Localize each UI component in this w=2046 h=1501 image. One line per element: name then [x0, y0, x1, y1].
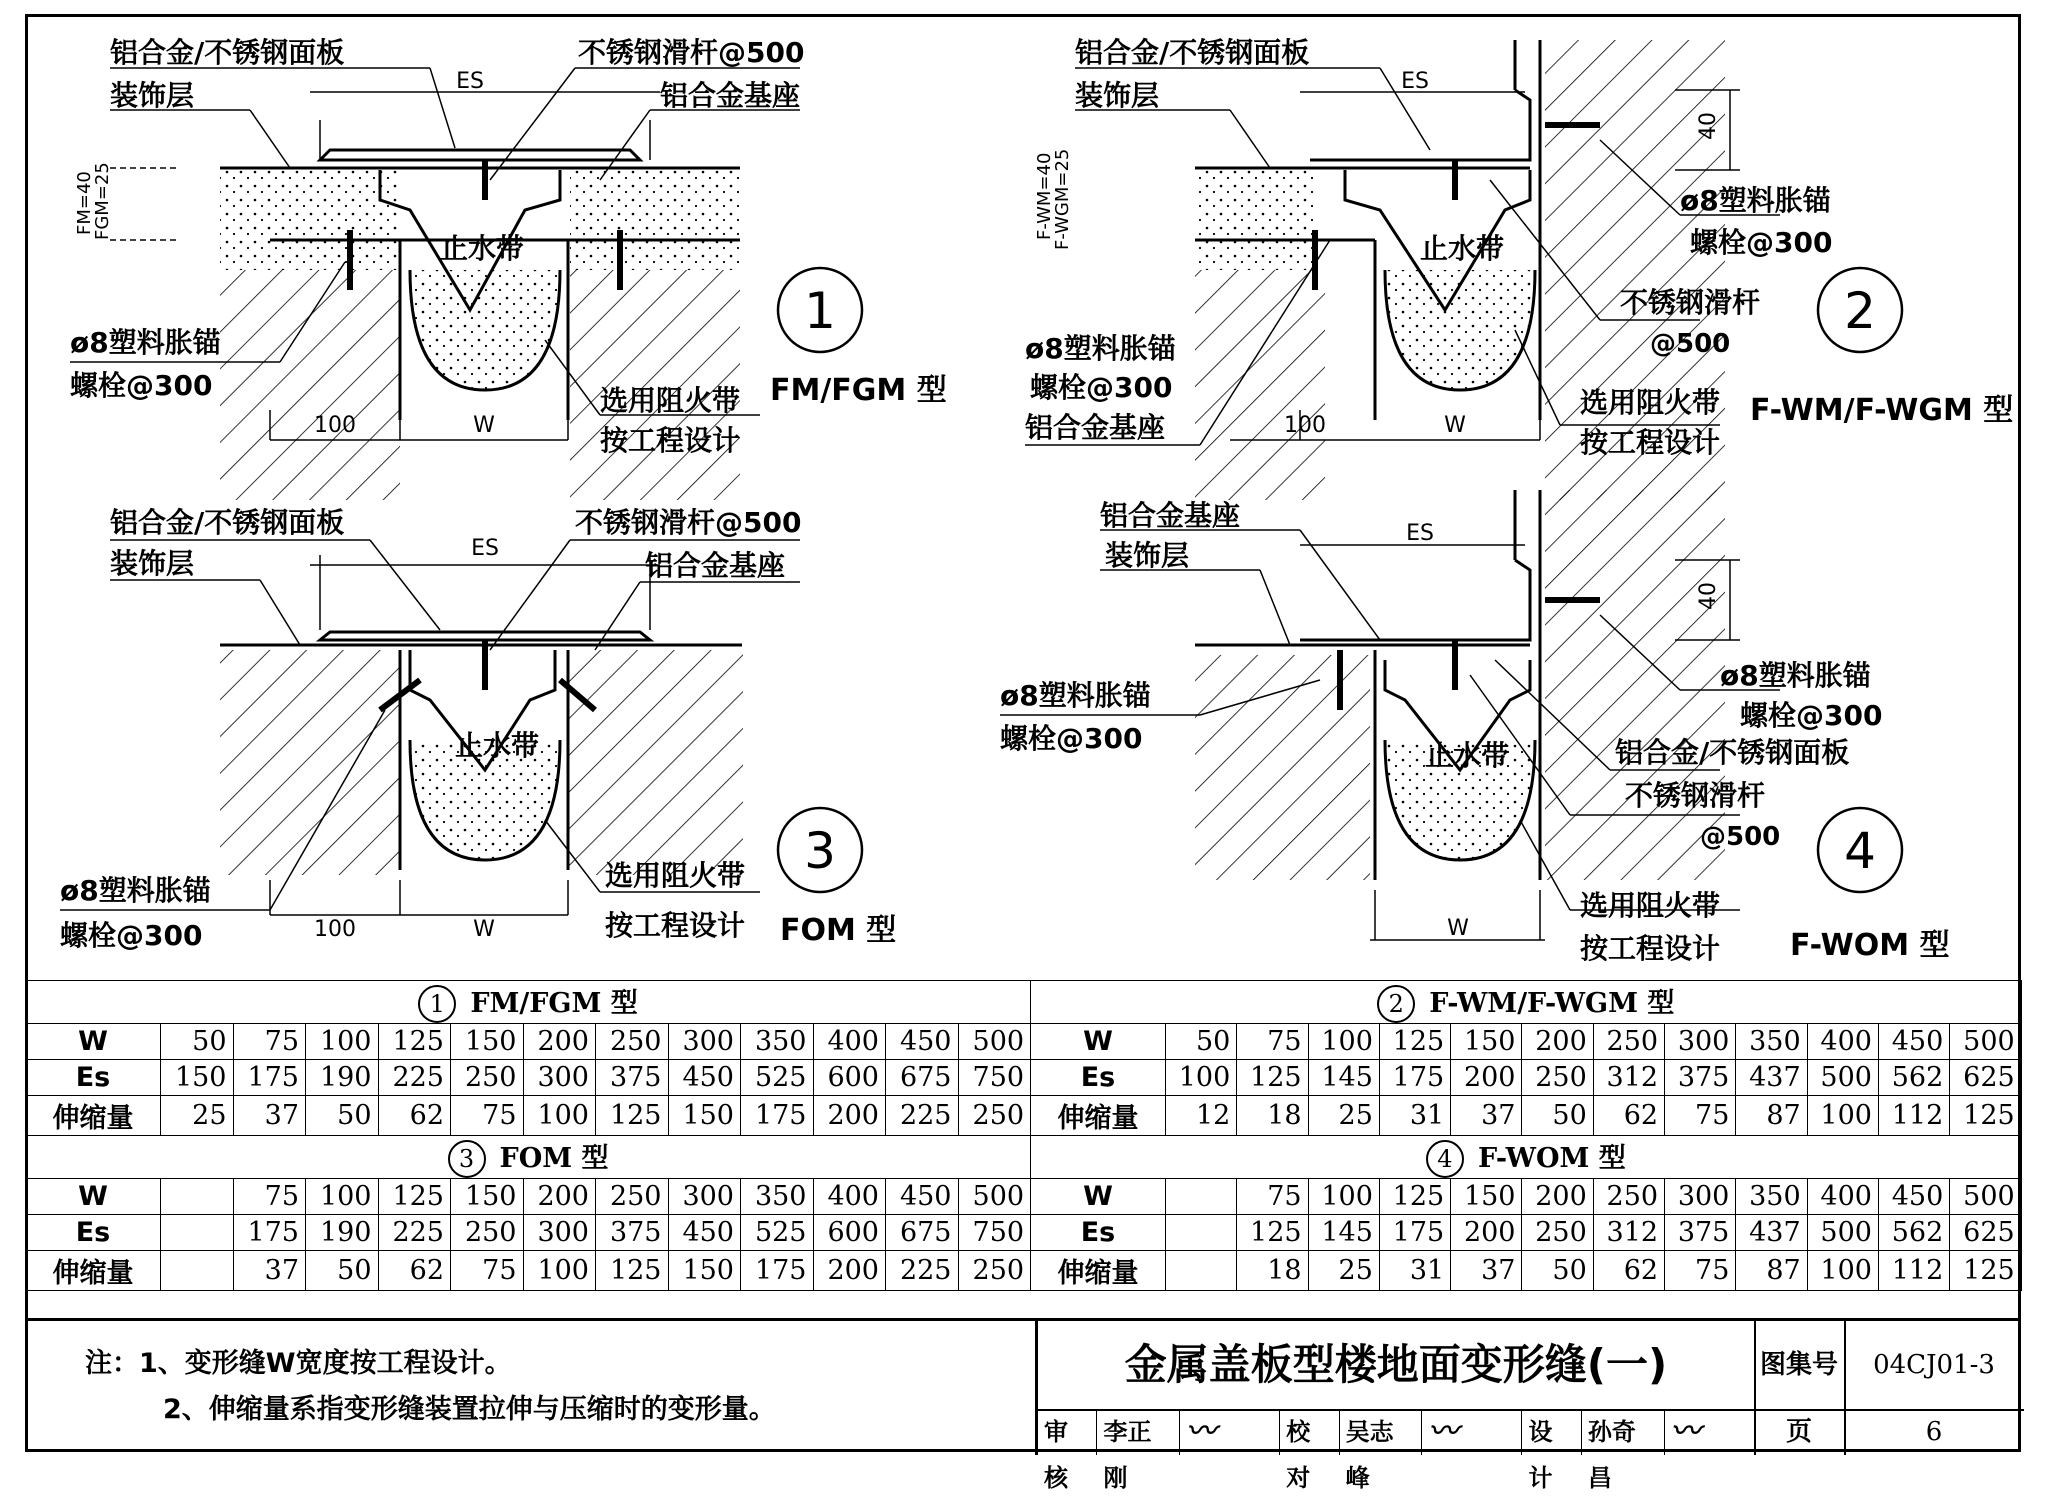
- d2-anchor-l-label: ø8塑料胀锚: [1025, 332, 1176, 365]
- detail-4: [1000, 490, 1950, 965]
- d2-anchor-r-label: ø8塑料胀锚: [1680, 184, 1831, 217]
- table-cell: 250: [596, 1179, 669, 1215]
- checker-signature: 〰: [1422, 1409, 1522, 1455]
- table-cell: 37: [1451, 1096, 1522, 1136]
- table-cell: 750: [958, 1060, 1031, 1096]
- table-cell: 175: [233, 1060, 306, 1096]
- d4-bolt-r-label: 螺栓@300: [1740, 699, 1883, 732]
- detail-2: [1025, 36, 2013, 500]
- d4-finish-label: 装饰层: [1105, 539, 1190, 572]
- table-cell: 125: [596, 1251, 669, 1291]
- d2-dim-40: 40: [1696, 112, 1721, 140]
- detail-3-type: FOM 型: [780, 913, 897, 948]
- atlas-number-label: 图集号: [1754, 1321, 1846, 1411]
- table-cell: 175: [1379, 1215, 1450, 1251]
- note-1: 注：1、变形缝W宽度按工程设计。: [85, 1348, 512, 1379]
- table-cell: 200: [1522, 1024, 1593, 1060]
- table-cell: 100: [523, 1096, 596, 1136]
- table-cell: 25: [161, 1096, 234, 1136]
- table-cell: 100: [1807, 1096, 1878, 1136]
- table-cell: 37: [1451, 1251, 1522, 1291]
- table-3-exp-row: [26, 1251, 1031, 1291]
- d1-bolt-label: 螺栓@300: [70, 369, 213, 402]
- table-cell: 562: [1878, 1215, 1949, 1251]
- detail-2-number: 2: [1844, 282, 1876, 340]
- d2-bolt-l-label: 螺栓@300: [1030, 371, 1173, 404]
- table-cell: 350: [1736, 1179, 1807, 1215]
- table-cell: 250: [451, 1215, 524, 1251]
- table-cell: 175: [233, 1215, 306, 1251]
- table-cell: 125: [1950, 1096, 2021, 1136]
- table-cell: 125: [596, 1096, 669, 1136]
- table-cell: 625: [1950, 1215, 2021, 1251]
- table-cell: 300: [668, 1024, 741, 1060]
- table-cell: 87: [1736, 1251, 1807, 1291]
- reviewer-name: 李正刚: [1097, 1409, 1180, 1455]
- atlas-number: 04CJ01-3: [1844, 1321, 2024, 1411]
- d1-fire-label: 选用阻火带: [600, 384, 741, 417]
- spec-table-right: [1030, 980, 2022, 1291]
- d1-dim-100: 100: [314, 413, 356, 438]
- table-cell: 200: [1522, 1179, 1593, 1215]
- d2-rod-spacing: @500: [1650, 329, 1731, 359]
- detail-3: [60, 506, 896, 952]
- d3-panel-label: 铝合金/不锈钢面板: [110, 506, 345, 539]
- table-1-caption: 1 FM/FGM 型: [26, 981, 1031, 1024]
- table-cell: 87: [1736, 1096, 1807, 1136]
- table-cell: 150: [1451, 1179, 1522, 1215]
- table-cell: 100: [523, 1251, 596, 1291]
- detail-1: [70, 36, 947, 500]
- d4-rod-label: 不锈钢滑杆: [1625, 779, 1766, 812]
- table-cell: 75: [1237, 1024, 1308, 1060]
- table-cell: 37: [233, 1096, 306, 1136]
- d2-finish-label: 装饰层: [1075, 79, 1160, 112]
- table-cell: 250: [958, 1096, 1031, 1136]
- table-cell: 250: [958, 1251, 1031, 1291]
- d1-waterstop-label: 止水带: [440, 232, 525, 265]
- d4-panel-label: 铝合金/不锈钢面板: [1615, 736, 1850, 769]
- table-cell: 75: [233, 1179, 306, 1215]
- detail-4-number: 4: [1844, 822, 1876, 880]
- table-cell: 750: [958, 1215, 1031, 1251]
- table-cell: 145: [1308, 1060, 1379, 1096]
- table-cell: 100: [306, 1179, 379, 1215]
- table-cell: 400: [813, 1024, 886, 1060]
- checker-name: 吴志峰: [1340, 1409, 1423, 1455]
- table-cell: 400: [1807, 1024, 1878, 1060]
- detail-1-type: FM/FGM 型: [770, 373, 947, 408]
- table-cell: 150: [451, 1024, 524, 1060]
- footer: [25, 1318, 2021, 1492]
- d2-base-label: 铝合金基座: [1025, 411, 1166, 444]
- row-header-exp: 伸缩量: [1031, 1096, 1166, 1136]
- table-cell: 50: [306, 1251, 379, 1291]
- table-cell: 525: [741, 1060, 814, 1096]
- table-cell: 62: [1593, 1096, 1664, 1136]
- d4-fire-label: 选用阻火带: [1580, 889, 1721, 922]
- d3-bolt-label: 螺栓@300: [60, 919, 203, 952]
- table-cell: [161, 1215, 234, 1251]
- d2-fire-design-label: 按工程设计: [1580, 426, 1721, 459]
- table-cell: 450: [668, 1060, 741, 1096]
- table-cell: 200: [523, 1179, 596, 1215]
- d1-anchor-label: ø8塑料胀锚: [70, 326, 221, 359]
- d4-dim-w: W: [1447, 916, 1469, 941]
- table-cell: 50: [306, 1096, 379, 1136]
- d4-anchor-r-label: ø8塑料胀锚: [1720, 659, 1871, 692]
- page-label: 页: [1754, 1409, 1846, 1455]
- table-2-caption: 2 F-WM/F-WGM 型: [1031, 981, 2022, 1024]
- table-cell: 125: [1379, 1179, 1450, 1215]
- table-cell: 25: [1308, 1251, 1379, 1291]
- d2-bolt-r-label: 螺栓@300: [1690, 226, 1833, 259]
- table-cell: 62: [378, 1251, 451, 1291]
- design-label: 设计: [1522, 1409, 1581, 1455]
- table-cell: 500: [958, 1179, 1031, 1215]
- d2-fire-label: 选用阻火带: [1580, 386, 1721, 419]
- table-cell: 200: [1451, 1060, 1522, 1096]
- table-cell: 350: [741, 1179, 814, 1215]
- d1-fgm-dim: FGM=25: [92, 162, 113, 240]
- table-cell: 625: [1950, 1060, 2021, 1096]
- table-cell: 450: [886, 1024, 959, 1060]
- note-2: 2、伸缩量系指变形缝装置拉伸与压缩时的变形量。: [163, 1394, 776, 1425]
- row-header-w: W: [1031, 1179, 1166, 1215]
- table-cell: 500: [1807, 1215, 1878, 1251]
- d1-base-label: 铝合金基座: [660, 79, 801, 112]
- table-cell: 100: [1166, 1060, 1237, 1096]
- d3-fire-label: 选用阻火带: [605, 859, 746, 892]
- table-cell: 375: [1665, 1060, 1736, 1096]
- d1-es-label: ES: [456, 69, 484, 94]
- table-cell: 600: [813, 1215, 886, 1251]
- table-cell: 50: [1166, 1024, 1237, 1060]
- d4-es-label: ES: [1406, 521, 1434, 546]
- table-cell: 100: [1807, 1251, 1878, 1291]
- table-cell: 437: [1736, 1215, 1807, 1251]
- d4-bolt-l-label: 螺栓@300: [1000, 722, 1143, 755]
- table-cell: 62: [378, 1096, 451, 1136]
- d2-dim-100: 100: [1284, 413, 1326, 438]
- table-cell: 525: [741, 1215, 814, 1251]
- table-cell: [1166, 1251, 1237, 1291]
- table-cell: 200: [813, 1251, 886, 1291]
- table-cell: 400: [1807, 1179, 1878, 1215]
- d1-panel-label: 铝合金/不锈钢面板: [110, 36, 345, 69]
- d3-anchor-label: ø8塑料胀锚: [60, 874, 211, 907]
- d4-base-label: 铝合金基座: [1100, 499, 1241, 532]
- table-cell: 250: [1522, 1215, 1593, 1251]
- table-cell: 300: [668, 1179, 741, 1215]
- table-cell: 100: [306, 1024, 379, 1060]
- table-cell: 450: [1878, 1179, 1949, 1215]
- table-cell: 75: [1237, 1179, 1308, 1215]
- table-cell: 225: [378, 1215, 451, 1251]
- d4-waterstop-label: 止水带: [1425, 739, 1510, 772]
- designer-signature: 〰: [1670, 1414, 1701, 1449]
- d1-rod-label: 不锈钢滑杆@500: [578, 36, 805, 69]
- d2-es-label: ES: [1401, 69, 1429, 94]
- table-cell: 50: [1522, 1096, 1593, 1136]
- d4-anchor-l-label: ø8塑料胀锚: [1000, 679, 1151, 712]
- d4-dim-40: 40: [1696, 582, 1721, 610]
- table-cell: 175: [1379, 1060, 1450, 1096]
- table-cell: 112: [1878, 1096, 1949, 1136]
- row-header-es: Es: [26, 1060, 161, 1096]
- signature-row: [1038, 1409, 1756, 1492]
- table-cell: 225: [378, 1060, 451, 1096]
- table-cell: 600: [813, 1060, 886, 1096]
- d4-fire-design-label: 按工程设计: [1580, 932, 1721, 965]
- d1-dim-w: W: [473, 413, 495, 438]
- table-cell: 225: [886, 1096, 959, 1136]
- table-cell: 675: [886, 1215, 959, 1251]
- d2-dim-w: W: [1444, 413, 1466, 438]
- table-cell: 300: [523, 1215, 596, 1251]
- table-cell: 312: [1593, 1060, 1664, 1096]
- table-cell: 375: [596, 1060, 669, 1096]
- table-cell: 312: [1593, 1215, 1664, 1251]
- table-cell: [1166, 1179, 1237, 1215]
- table-cell: 450: [668, 1215, 741, 1251]
- table-3-w-row: [26, 1179, 1031, 1215]
- table-cell: 75: [1665, 1251, 1736, 1291]
- row-header-w: W: [1031, 1024, 1166, 1060]
- table-cell: 75: [451, 1096, 524, 1136]
- table-1-w-row: [26, 1024, 1031, 1060]
- table-cell: 175: [741, 1096, 814, 1136]
- table-cell: 500: [1807, 1060, 1878, 1096]
- table-cell: 250: [1522, 1060, 1593, 1096]
- table-1-exp-row: [26, 1096, 1031, 1136]
- reviewer-signature: 〰: [1180, 1409, 1280, 1455]
- detail-4-type: F-WOM 型: [1790, 928, 1950, 963]
- d3-dim-100: 100: [314, 917, 356, 942]
- d1-finish-label: 装饰层: [110, 79, 195, 112]
- table-cell: 250: [596, 1024, 669, 1060]
- detail-2-type: F-WM/F-WGM 型: [1750, 393, 2014, 428]
- table-cell: 125: [1237, 1060, 1308, 1096]
- table-cell: 190: [306, 1060, 379, 1096]
- table-cell: 75: [1665, 1096, 1736, 1136]
- spec-table-left: [25, 980, 1031, 1291]
- d3-dim-w: W: [473, 917, 495, 942]
- table-cell: 25: [1308, 1096, 1379, 1136]
- table-cell: 150: [668, 1096, 741, 1136]
- table-cell: [161, 1251, 234, 1291]
- table-cell: 200: [1451, 1215, 1522, 1251]
- d2-fwgm-dim: F-WGM=25: [1052, 148, 1073, 250]
- d3-waterstop-label: 止水带: [455, 729, 540, 762]
- table-cell: 50: [1522, 1251, 1593, 1291]
- table-cell: 300: [1665, 1024, 1736, 1060]
- detail-1-number: 1: [804, 282, 836, 340]
- table-cell: 225: [886, 1251, 959, 1291]
- table-cell: 150: [668, 1251, 741, 1291]
- d2-waterstop-label: 止水带: [1420, 232, 1505, 265]
- table-cell: 18: [1237, 1096, 1308, 1136]
- row-header-exp: 伸缩量: [1031, 1251, 1166, 1291]
- table-cell: 675: [886, 1060, 959, 1096]
- table-cell: 150: [161, 1060, 234, 1096]
- table-cell: 500: [958, 1024, 1031, 1060]
- d3-base-label: 铝合金基座: [645, 549, 786, 582]
- table-cell: 37: [233, 1251, 306, 1291]
- table-cell: 375: [1665, 1215, 1736, 1251]
- table-cell: 500: [1950, 1024, 2021, 1060]
- row-header-w: W: [26, 1024, 161, 1060]
- table-cell: [1166, 1215, 1237, 1251]
- page-number: 6: [1925, 1417, 1943, 1447]
- table-cell: 450: [886, 1179, 959, 1215]
- table-cell: 75: [233, 1024, 306, 1060]
- table-cell: 375: [596, 1215, 669, 1251]
- d1-fm-dim: FM=40: [74, 171, 95, 235]
- row-header-exp: 伸缩量: [26, 1251, 161, 1291]
- table-4-es-row: [1031, 1215, 2022, 1251]
- table-cell: 31: [1379, 1251, 1450, 1291]
- table-cell: 125: [1379, 1024, 1450, 1060]
- row-header-es: Es: [26, 1215, 161, 1251]
- table-cell: 175: [741, 1251, 814, 1291]
- d3-finish-label: 装饰层: [110, 547, 195, 580]
- d2-fwm-dim: F-WM=40: [1034, 152, 1055, 240]
- table-cell: 112: [1878, 1251, 1949, 1291]
- table-cell: 62: [1593, 1251, 1664, 1291]
- table-cell: 150: [451, 1179, 524, 1215]
- table-2-exp-row: [1031, 1096, 2022, 1136]
- table-4-w-row: [1031, 1179, 2022, 1215]
- table-cell: 437: [1736, 1060, 1807, 1096]
- table-cell: 50: [161, 1024, 234, 1060]
- table-cell: 31: [1379, 1096, 1450, 1136]
- table-4-caption: 4 F-WOM 型: [1031, 1136, 2022, 1179]
- table-cell: 125: [1237, 1215, 1308, 1251]
- table-cell: 250: [1593, 1179, 1664, 1215]
- row-header-exp: 伸缩量: [26, 1096, 161, 1136]
- table-cell: 100: [1308, 1179, 1379, 1215]
- table-cell: 125: [378, 1179, 451, 1215]
- table-cell: 125: [378, 1024, 451, 1060]
- table-cell: 150: [1451, 1024, 1522, 1060]
- table-cell: 200: [813, 1096, 886, 1136]
- designer-name: 孙奇昌: [1582, 1409, 1665, 1455]
- table-cell: 250: [451, 1060, 524, 1096]
- table-cell: 12: [1166, 1096, 1237, 1136]
- d3-rod-label: 不锈钢滑杆@500: [575, 506, 802, 539]
- table-cell: 400: [813, 1179, 886, 1215]
- notes: [85, 1341, 776, 1433]
- row-header-es: Es: [1031, 1215, 1166, 1251]
- row-header-w: W: [26, 1179, 161, 1215]
- d2-panel-label: 铝合金/不锈钢面板: [1075, 36, 1310, 69]
- table-cell: 18: [1237, 1251, 1308, 1291]
- d1-fire-design-label: 按工程设计: [600, 424, 741, 457]
- table-cell: 250: [1593, 1024, 1664, 1060]
- table-2-es-row: [1031, 1060, 2022, 1096]
- check-label: 校对: [1280, 1409, 1339, 1455]
- table-cell: 450: [1878, 1024, 1949, 1060]
- table-cell: 300: [1665, 1179, 1736, 1215]
- table-cell: 300: [523, 1060, 596, 1096]
- d4-rod-spacing: @500: [1700, 822, 1781, 852]
- table-cell: 562: [1878, 1060, 1949, 1096]
- table-cell: 190: [306, 1215, 379, 1251]
- review-label: 审核: [1038, 1409, 1097, 1455]
- table-cell: 350: [741, 1024, 814, 1060]
- detail-3-number: 3: [804, 822, 836, 880]
- d2-rod-label: 不锈钢滑杆: [1620, 286, 1761, 319]
- table-cell: 200: [523, 1024, 596, 1060]
- table-2-w-row: [1031, 1024, 2022, 1060]
- drawing-title: 金属盖板型楼地面变形缝(一): [1038, 1321, 1756, 1411]
- row-header-es: Es: [1031, 1060, 1166, 1096]
- table-1-es-row: [26, 1060, 1031, 1096]
- table-cell: 125: [1950, 1251, 2021, 1291]
- table-cell: 75: [451, 1251, 524, 1291]
- table-cell: 145: [1308, 1215, 1379, 1251]
- table-cell: [161, 1179, 234, 1215]
- table-3-caption: 3 FOM 型: [26, 1136, 1031, 1179]
- title-block: [1035, 1321, 2024, 1492]
- table-3-es-row: [26, 1215, 1031, 1251]
- table-4-exp-row: [1031, 1251, 2022, 1291]
- table-cell: 100: [1308, 1024, 1379, 1060]
- d3-fire-design-label: 按工程设计: [605, 909, 746, 942]
- table-cell: 500: [1950, 1179, 2021, 1215]
- table-cell: 350: [1736, 1024, 1807, 1060]
- d3-es-label: ES: [471, 536, 499, 561]
